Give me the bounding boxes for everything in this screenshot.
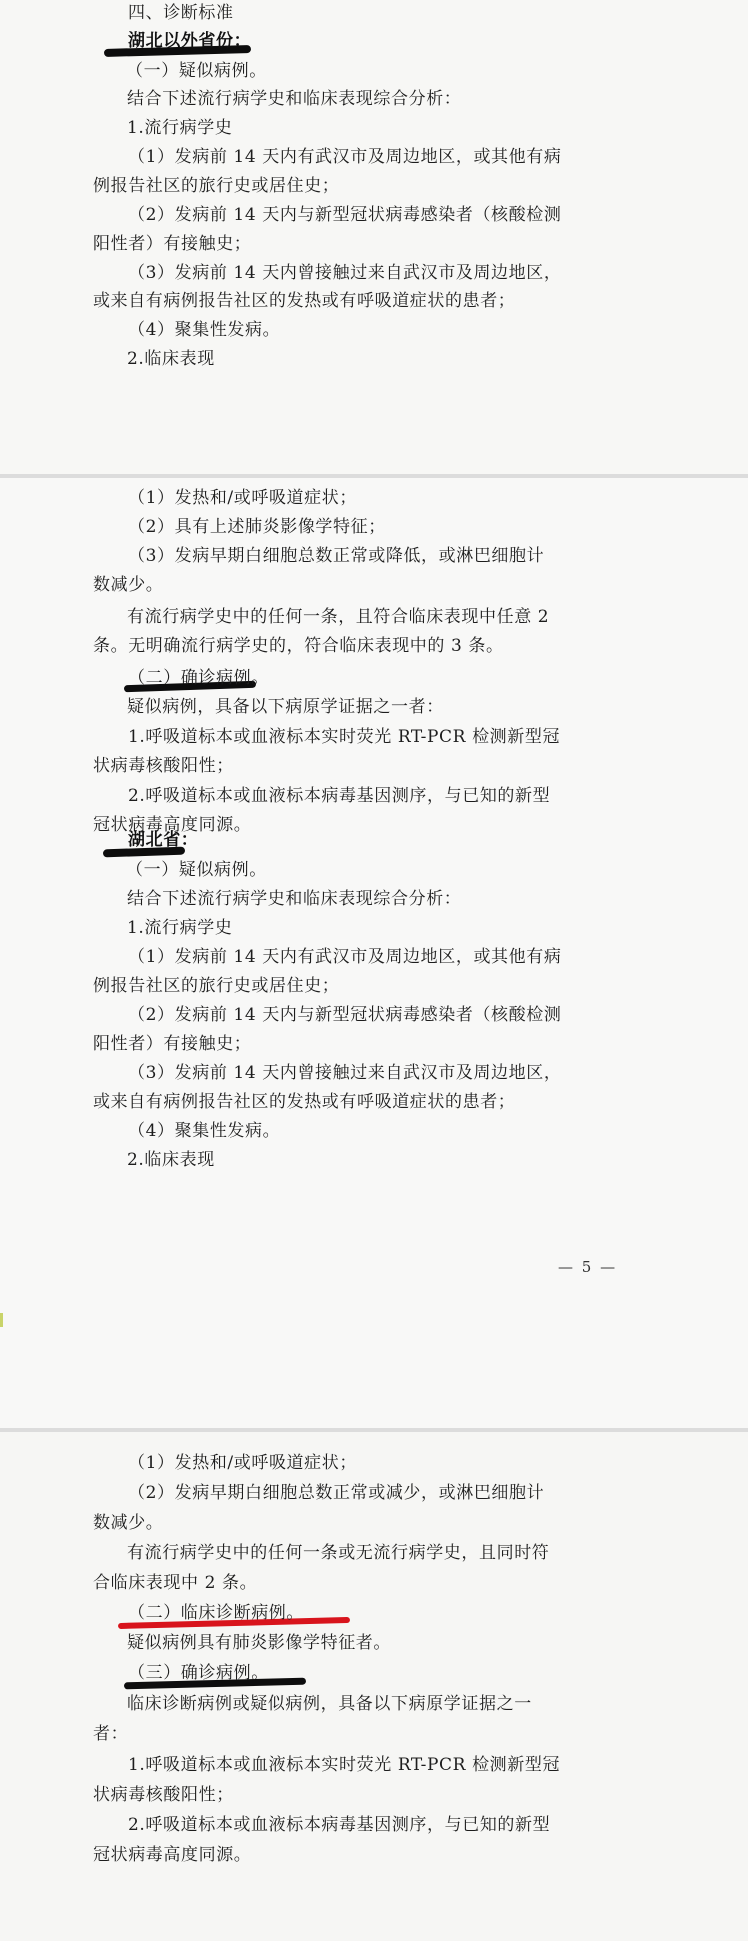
- evidence-1-line-1: 1.呼吸道标本或血液标本实时荧光 RT-PCR 检测新型冠: [128, 727, 561, 747]
- page-number: — 5 —: [558, 1258, 618, 1276]
- confirmed-case-title: （三）确诊病例。: [128, 1663, 269, 1683]
- combined-analysis-text: 结合下述流行病学史和临床表现综合分析：: [127, 89, 462, 109]
- combined-analysis-text: 结合下述流行病学史和临床表现综合分析：: [127, 889, 462, 909]
- clinical-diagnosis-desc: 疑似病例具有肺炎影像学特征者。: [127, 1633, 391, 1653]
- epi-item-2-line-1: （2）发病前 14 天内与新型冠状病毒感染者（核酸检测: [128, 205, 562, 225]
- region-hubei-label: 湖北省：: [128, 830, 199, 850]
- evidence-2-line-2: 冠状病毒高度同源。: [93, 1845, 252, 1865]
- epi-item-4: （4）聚集性发病。: [128, 320, 281, 340]
- suspected-case-title: （一）疑似病例。: [126, 860, 267, 880]
- confirmed-case-title: （二）确诊病例。: [128, 668, 269, 688]
- epi-item-2-line-1: （2）发病前 14 天内与新型冠状病毒感染者（核酸检测: [128, 1005, 562, 1025]
- epi-item-3-line-1: （3）发病前 14 天内曾接触过来自武汉市及周边地区，: [128, 263, 562, 283]
- clin-item-2: （2）具有上述肺炎影像学特征；: [128, 517, 386, 537]
- epi-item-1-line-1: （1）发病前 14 天内有武汉市及周边地区，或其他有病: [128, 147, 562, 167]
- clinical-diagnosis-title: （二）临床诊断病例。: [128, 1603, 304, 1623]
- suspected-case-title: （一）疑似病例。: [126, 61, 267, 81]
- clinical-title: 2.临床表现: [127, 1150, 215, 1170]
- criteria-line-1: 有流行病学史中的任何一条或无流行病学史，且同时符: [127, 1543, 550, 1563]
- epi-history-title: 1.流行病学史: [127, 118, 233, 138]
- epi-item-1-line-2: 例报告社区的旅行史或居住史；: [93, 976, 340, 996]
- epi-item-2-line-2: 阳性者）有接触史；: [93, 1034, 252, 1054]
- clin-item-1: （1）发热和/或呼吸道症状；: [128, 1453, 357, 1473]
- epi-history-title: 1.流行病学史: [127, 918, 233, 938]
- confirmed-intro: 疑似病例，具备以下病原学证据之一者：: [127, 697, 444, 717]
- evidence-2-line-1: 2.呼吸道标本或血液标本病毒基因测序，与已知的新型: [128, 1815, 551, 1835]
- evidence-2-line-1: 2.呼吸道标本或血液标本病毒基因测序，与已知的新型: [128, 786, 551, 806]
- epi-item-1-line-2: 例报告社区的旅行史或居住史；: [93, 176, 340, 196]
- evidence-2-line-2: 冠状病毒高度同源。: [93, 815, 252, 835]
- epi-item-3-line-1: （3）发病前 14 天内曾接触过来自武汉市及周边地区，: [128, 1063, 562, 1083]
- clin-item-2-line-1: （2）发病早期白细胞总数正常或减少，或淋巴细胞计: [128, 1483, 545, 1503]
- clin-item-3-line-2: 数减少。: [93, 575, 164, 595]
- clin-item-2-line-2: 数减少。: [93, 1513, 164, 1533]
- clin-item-3-line-1: （3）发病早期白细胞总数正常或降低，或淋巴细胞计: [128, 546, 545, 566]
- section-heading: 四、诊断标准: [128, 3, 234, 23]
- evidence-1-line-2: 状病毒核酸阳性；: [93, 1785, 234, 1805]
- document-page-3: [0, 1432, 748, 1941]
- epi-item-3-line-2: 或来自有病例报告社区的发热或有呼吸道症状的患者；: [93, 1092, 516, 1112]
- epi-item-2-line-2: 阳性者）有接触史；: [93, 234, 252, 254]
- criteria-line-2: 条。无明确流行病学史的，符合临床表现中的 3 条。: [93, 636, 504, 656]
- evidence-1-line-2: 状病毒核酸阳性；: [93, 756, 234, 776]
- criteria-line-1: 有流行病学史中的任何一条，且符合临床表现中任意 2: [127, 607, 550, 627]
- clinical-title: 2.临床表现: [127, 349, 215, 369]
- clin-item-1: （1）发热和/或呼吸道症状；: [128, 488, 357, 508]
- confirmed-intro-line-2: 者：: [93, 1724, 129, 1744]
- scan-edge-mark: [0, 1313, 3, 1327]
- epi-item-4: （4）聚集性发病。: [128, 1121, 281, 1141]
- region-outside-hubei-label: 湖北以外省份：: [128, 31, 252, 51]
- confirmed-intro-line-1: 临床诊断病例或疑似病例，具备以下病原学证据之一: [127, 1694, 532, 1714]
- epi-item-1-line-1: （1）发病前 14 天内有武汉市及周边地区，或其他有病: [128, 947, 562, 967]
- epi-item-3-line-2: 或来自有病例报告社区的发热或有呼吸道症状的患者；: [93, 291, 516, 311]
- document-page-2: [0, 478, 748, 1428]
- document-page-1: [0, 0, 748, 474]
- evidence-1-line-1: 1.呼吸道标本或血液标本实时荧光 RT-PCR 检测新型冠: [128, 1755, 561, 1775]
- criteria-line-2: 合临床表现中 2 条。: [93, 1573, 258, 1593]
